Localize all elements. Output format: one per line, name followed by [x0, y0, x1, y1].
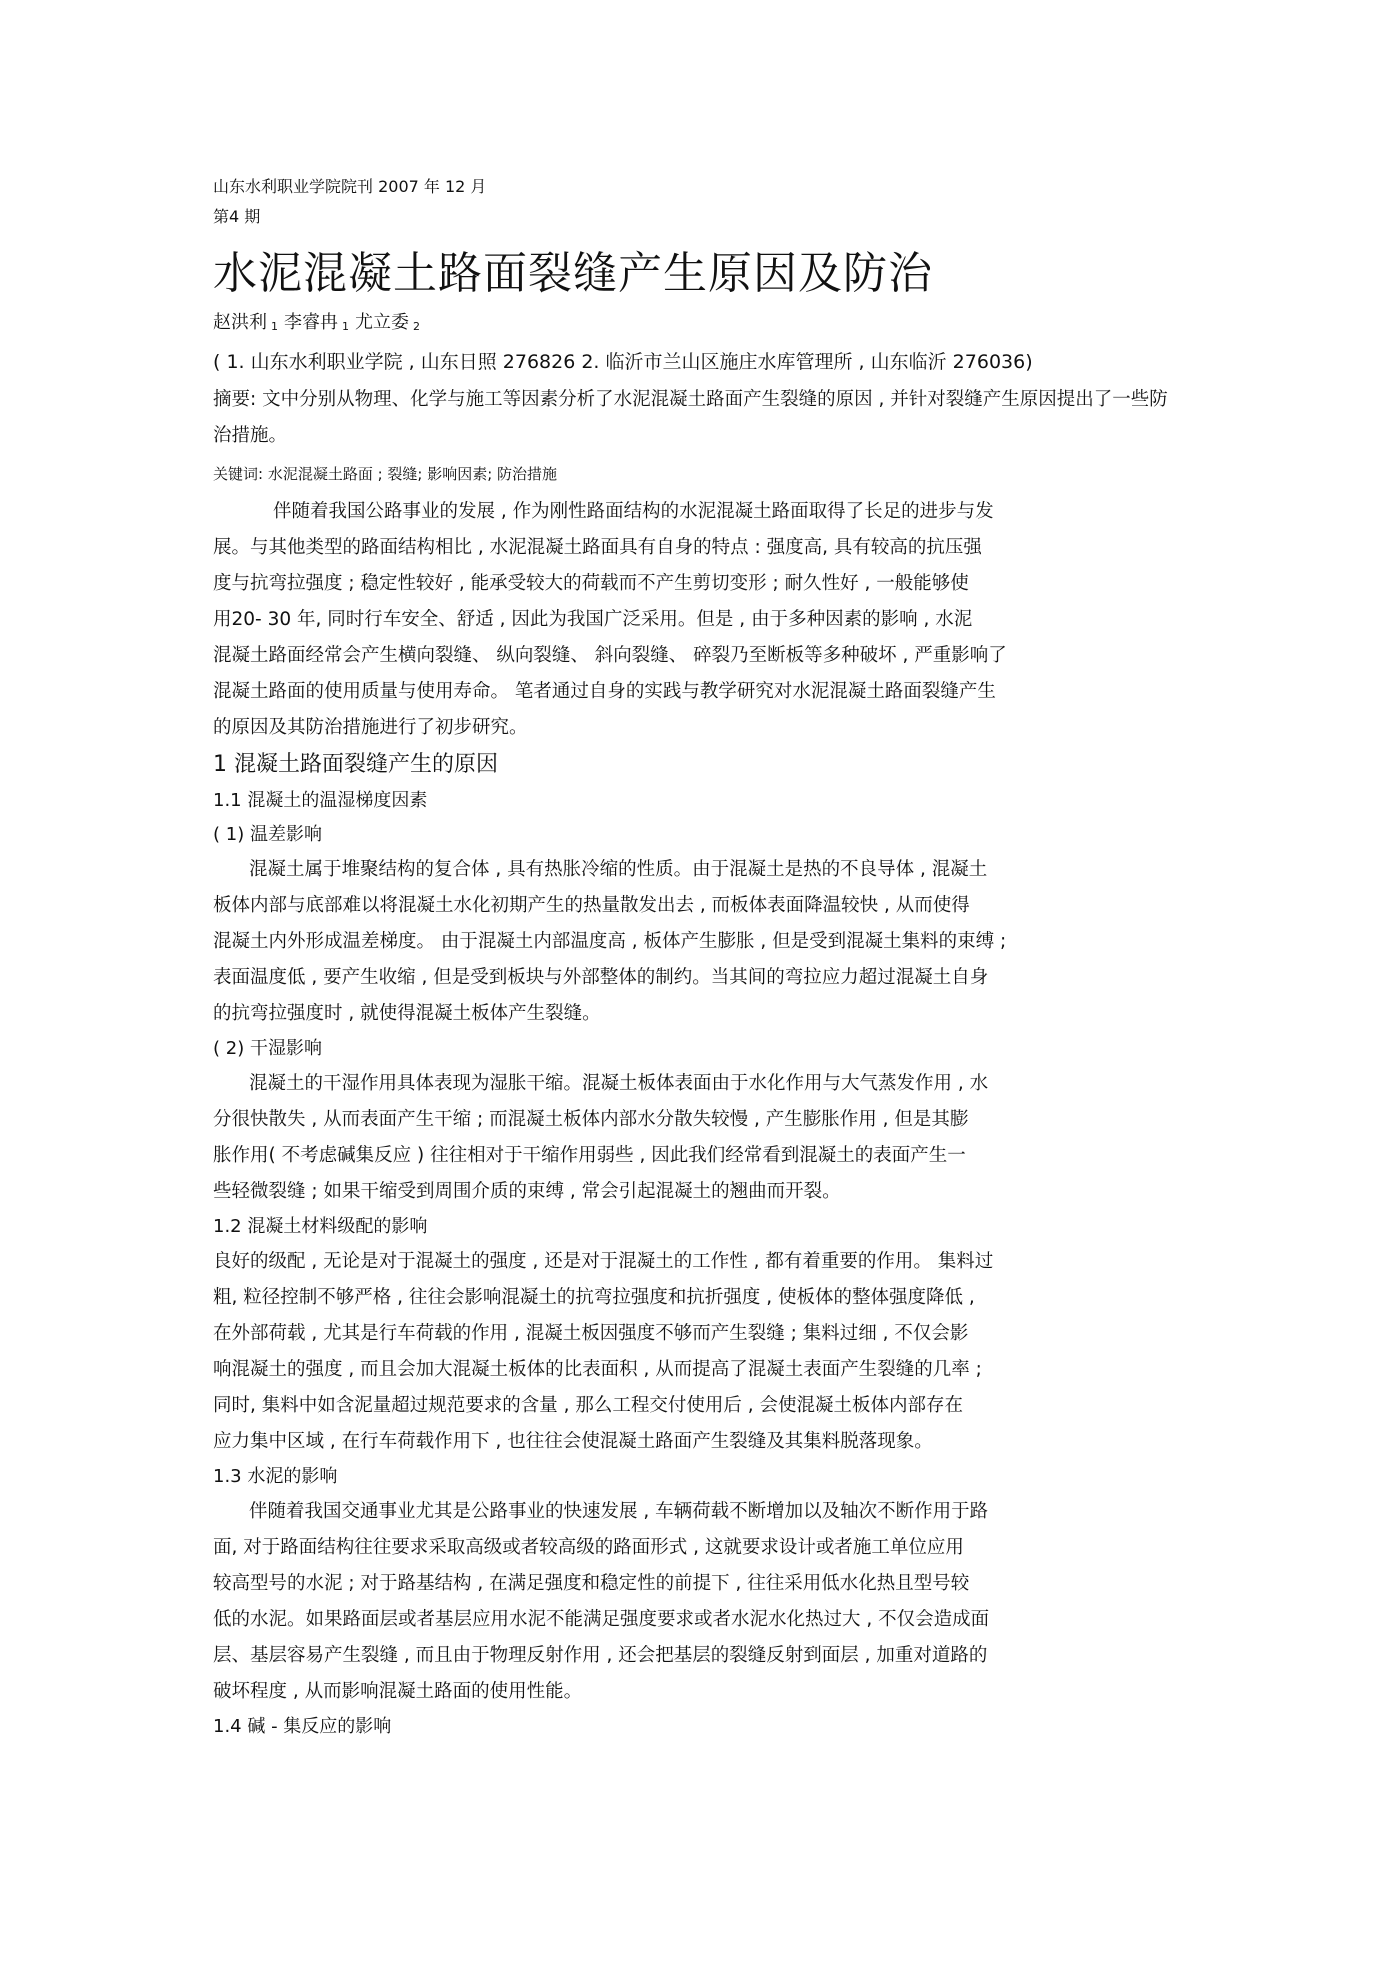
text-line: 低的水泥。如果路面层或者基层应用水泥不能满足强度要求或者水泥水化热过大 , 不仅会造成面 [213, 1609, 990, 1630]
text-line: 分很快散失 , 从而表面产生干缩 ; 而混凝土板体内部水分散失较慢 , 产生膨胀作用 , 但是其膨 [213, 1109, 969, 1130]
text-line: 板体内部与底部难以将混凝土水化初期产生的热量散发出去 , 而板体表面降温较快 , 从而使得 [213, 895, 970, 916]
text-line: 混凝土路面经常会产生横向裂缝、 纵向裂缝、 斜向裂缝、 碎裂乃至断板等多种破坏 , 严重影响了 [213, 645, 1007, 666]
author-name: 尤立委 [355, 312, 409, 333]
text-line: 伴随着我国公路事业的发展 , 作为刚性路面结构的水泥混凝土路面取得了长足的进步与发 [273, 501, 994, 522]
paragraph [213, 1244, 1203, 1460]
author-name: 赵洪利 [213, 312, 267, 333]
keywords: 关键词: 水泥混凝土路面 ; 裂缝; 影响因素; 防治措施 [213, 465, 558, 483]
subsubsection-heading: ( 1) 温差影响 [213, 824, 322, 845]
affiliation: ( 1. 山东水利职业学院 , 山东日照 276826 2. 临沂市兰山区施庄水库管理所 , 山东临沂 276036) [213, 351, 1033, 373]
text-line: 用20- 30 年, 同时行车安全、舒适 , 因此为我国广泛采用。但是 , 由于多种因素的影响 , 水泥 [213, 609, 973, 630]
issue-number: 第4 期 [213, 207, 261, 226]
text-line: 的原因及其防治措施进行了初步研究。 [213, 717, 528, 738]
text-line: 表面温度低 , 要产生收缩 , 但是受到板块与外部整体的制约。当其间的弯拉应力超过混凝土自身 [213, 967, 989, 988]
paragraph [213, 852, 1203, 1032]
journal-header: 山东水利职业学院院刊 2007 年 12 月 [213, 177, 487, 196]
author-list [213, 308, 1203, 342]
subsection-heading: 1.1 混凝土的温湿梯度因素 [213, 790, 428, 811]
paper-page [213, 172, 1203, 1744]
text-line: 在外部荷载 , 尤其是行车荷载的作用 , 混凝土板因强度不够而产生裂缝 ; 集料过细 , 不仅会影 [213, 1323, 969, 1344]
abstract [213, 382, 1203, 454]
section-heading: 1 混凝土路面裂缝产生的原因 [213, 752, 498, 777]
author-affil-mark: 1 [342, 320, 349, 333]
author-affil-mark: 1 [271, 320, 278, 333]
author-affil-mark: 2 [413, 320, 420, 333]
author-name: 李睿冉 [284, 312, 338, 333]
paper-title: 水泥混凝土路面裂缝产生原因及防治 [213, 248, 933, 299]
text-line: 同时, 集料中如含泥量超过规范要求的含量 , 那么工程交付使用后 , 会使混凝土板体内部存在 [213, 1395, 964, 1416]
paragraph [213, 1066, 1203, 1210]
subsection-heading: 1.3 水泥的影响 [213, 1466, 338, 1487]
text-line: 的抗弯拉强度时 , 就使得混凝土板体产生裂缝。 [213, 1003, 601, 1024]
text-line: 展。与其他类型的路面结构相比 , 水泥混凝土路面具有自身的特点 : 强度高, 具有较高的抗压强 [213, 537, 982, 558]
text-line: 粗, 粒径控制不够严格 , 往往会影响混凝土的抗弯拉强度和抗折强度 , 使板体的整体强度降低 , [213, 1287, 975, 1308]
subsection-heading: 1.4 碱 - 集反应的影响 [213, 1716, 392, 1737]
text-line: 层、基层容易产生裂缝 , 而且由于物理反射作用 , 还会把基层的裂缝反射到面层 , 加重对道路的 [213, 1645, 988, 1666]
text-line: 应力集中区域 , 在行车荷载作用下 , 也往往会使混凝土路面产生裂缝及其集料脱落现象。 [213, 1431, 933, 1452]
text-line: 破坏程度 , 从而影响混凝土路面的使用性能。 [213, 1681, 583, 1702]
text-line: 混凝土内外形成温差梯度。 由于混凝土内部温度高 , 板体产生膨胀 , 但是受到混凝土集料的束缚 ; [213, 931, 1007, 952]
text-line: 混凝土的干湿作用具体表现为湿胀干缩。混凝土板体表面由于水化作用与大气蒸发作用 , 水 [249, 1073, 989, 1094]
text-line: 伴随着我国交通事业尤其是公路事业的快速发展 , 车辆荷载不断增加以及轴次不断作用于路 [249, 1501, 989, 1522]
text-line: 度与抗弯拉强度 ; 稳定性较好 , 能承受较大的荷载而不产生剪切变形 ; 耐久性好 , 一般能够使 [213, 573, 969, 594]
text-line: 胀作用( 不考虑碱集反应 ) 往往相对于干缩作用弱些 , 因此我们经常看到混凝土的表面产生一 [213, 1145, 966, 1166]
abstract-line: 治措施。 [213, 425, 288, 446]
intro-paragraph [213, 494, 1203, 746]
text-line: 混凝土属于堆聚结构的复合体 , 具有热胀冷缩的性质。由于混凝土是热的不良导体 , 混凝土 [249, 859, 988, 880]
text-line: 混凝土路面的使用质量与使用寿命。 笔者通过自身的实践与教学研究对水泥混凝土路面裂缝产生 [213, 681, 996, 702]
subsection-heading: 1.2 混凝土材料级配的影响 [213, 1216, 428, 1237]
text-line: 面, 对于路面结构往往要求采取高级或者较高级的路面形式 , 这就要求设计或者施工单位应用 [213, 1537, 964, 1558]
abstract-line: 摘要: 文中分别从物理、化学与施工等因素分析了水泥混凝土路面产生裂缝的原因 , 并针对裂缝产生原因提出了一些防 [213, 389, 1168, 410]
text-line: 响混凝土的强度 , 而且会加大混凝土板体的比表面积 , 从而提高了混凝土表面产生裂缝的几率 ; [213, 1359, 982, 1380]
text-line: 良好的级配 , 无论是对于混凝土的强度 , 还是对于混凝土的工作性 , 都有着重要的作用。 集料过 [213, 1251, 994, 1272]
text-line: 较高型号的水泥 ; 对于路基结构 , 在满足强度和稳定性的前提下 , 往往采用低水化热且型号较 [213, 1573, 970, 1594]
text-line: 些轻微裂缝 ; 如果干缩受到周围介质的束缚 , 常会引起混凝土的翘曲而开裂。 [213, 1181, 841, 1202]
paragraph [213, 1494, 1203, 1710]
subsubsection-heading: ( 2) 干湿影响 [213, 1038, 322, 1059]
